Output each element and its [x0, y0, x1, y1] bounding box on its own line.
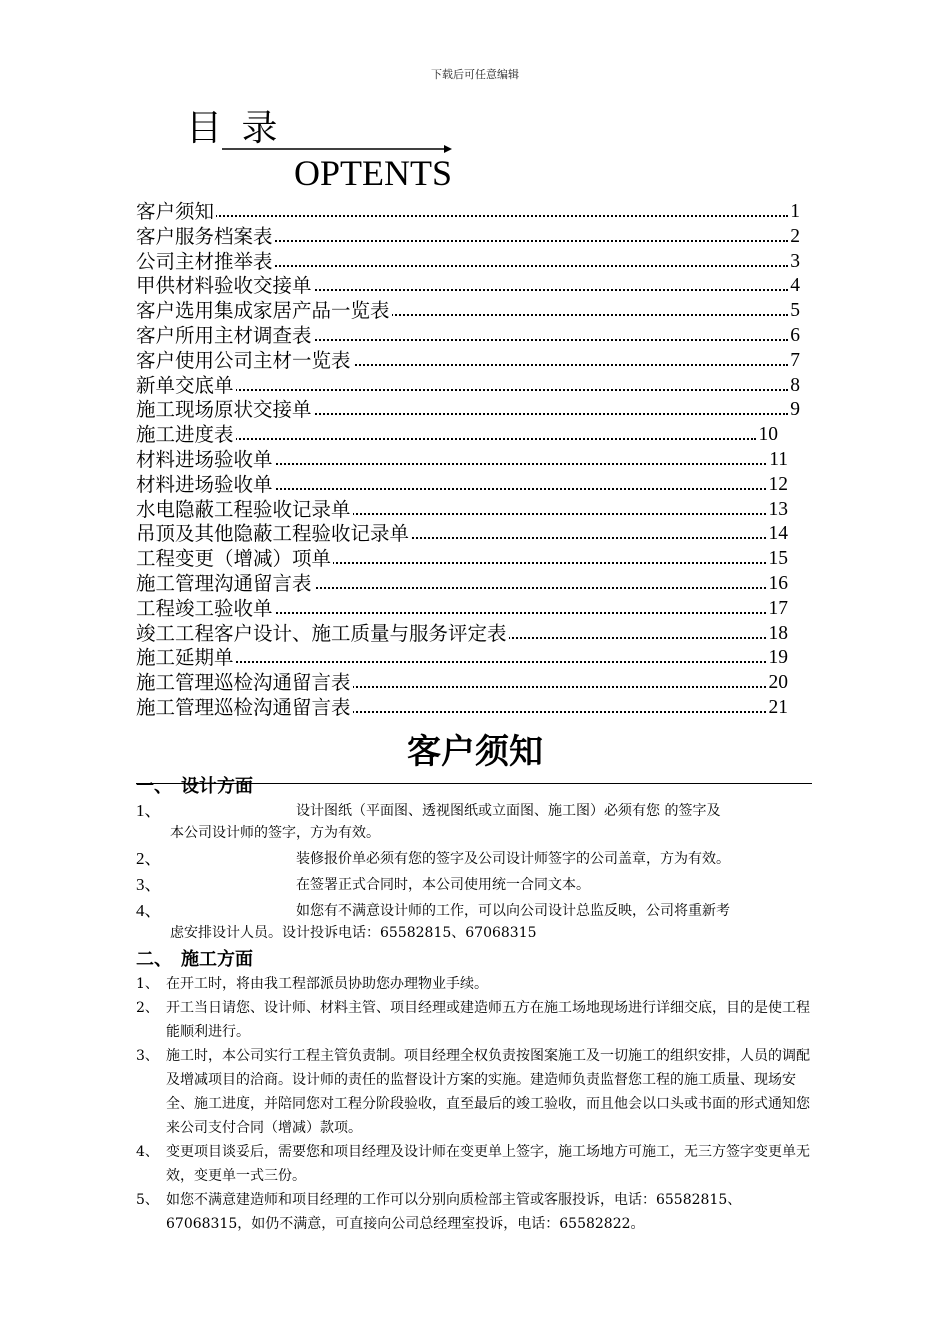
- toc-entry[interactable]: [136, 671, 800, 696]
- item-marker: 2、: [136, 849, 162, 868]
- toc-entry-label: 材料进场验收单: [136, 447, 273, 471]
- notice-title: 客户须知: [407, 732, 543, 772]
- toc-entry-label: 新单交底单: [136, 373, 234, 397]
- item-text: 在签署正式合同时，本公司使用统一合同文本。: [296, 877, 590, 893]
- design-item-3: [136, 874, 816, 896]
- toc-entry[interactable]: [136, 398, 800, 423]
- construction-list: [136, 972, 820, 1236]
- item-text: 开工当日请您、设计师、材料主管、项目经理或建造师五方在施工场地现场进行详细交底，目的是使工程能顺利进行。: [166, 1000, 810, 1040]
- toc-entry[interactable]: [136, 622, 800, 647]
- toc-title: 目 录: [186, 108, 282, 149]
- toc-entry-page: 10: [757, 423, 779, 448]
- toc-entry-page: 5: [788, 299, 800, 324]
- item-marker: 3、: [136, 875, 162, 894]
- item-marker: 2、: [136, 1000, 159, 1016]
- toc-entry-label: 公司主材推举表: [136, 249, 273, 273]
- toc-entry[interactable]: [136, 225, 800, 250]
- toc-entry[interactable]: [136, 547, 800, 572]
- item-marker: 3、: [136, 1048, 159, 1064]
- toc-entry-label: 客户选用集成家居产品一览表: [136, 299, 390, 323]
- toc-entry-page: 3: [788, 250, 800, 275]
- toc-entry-page: 21: [767, 696, 789, 721]
- toc-entry-page: 8: [788, 374, 800, 399]
- toc-entry-label: 工程变更（增减）项单: [136, 547, 332, 571]
- toc-entry-label: 材料进场验收单: [136, 472, 273, 496]
- toc-entry[interactable]: [136, 646, 800, 671]
- list-item: [136, 1140, 820, 1188]
- toc-entry[interactable]: [136, 696, 800, 721]
- toc-entry[interactable]: [136, 324, 800, 349]
- toc-entry-label: 施工管理沟通留言表: [136, 571, 312, 595]
- item-marker: 4、: [136, 901, 162, 920]
- toc-entry[interactable]: [136, 374, 800, 399]
- toc-entry-page: 4: [788, 274, 800, 299]
- toc-entry-page: 7: [788, 349, 800, 374]
- item-text: 施工时，本公司实行工程主管负责制。项目经理全权负责按图案施工及一切施工的组织安排，人员的调配及增减项目的洽商。设计师的责任的监督设计方案的实施。建造师负责监督您工程的施工质量、现场安全、施工进度，并陪同您对工程分阶段验收，直至最后的竣工验收，而且他会以口头或书面的形式通知您来公司支付合同（增减）款项。: [166, 1048, 810, 1136]
- toc-entry-label: 施工延期单: [136, 646, 234, 670]
- toc-entry-page: 14: [767, 522, 789, 547]
- design-item-1: [136, 800, 816, 844]
- list-item: [136, 1044, 820, 1140]
- toc-entry-label: 竣工工程客户设计、施工质量与服务评定表: [136, 621, 507, 645]
- toc-entry-label: 施工管理巡检沟通留言表: [136, 671, 351, 695]
- item-marker: 4、: [136, 1144, 159, 1160]
- toc-entry-page: 13: [767, 498, 789, 523]
- item-text-cont: 虑安排设计人员。设计投诉电话：65582815、67068315: [170, 925, 537, 941]
- toc-entry-label: 工程竣工验收单: [136, 596, 273, 620]
- toc-entry-page: 2: [788, 225, 800, 250]
- item-text: 设计图纸（平面图、透视图纸或立面图、施工图）必须有您 的签字及: [296, 803, 721, 819]
- toc-subtitle: OPTENTS: [294, 153, 453, 193]
- section-divider: [136, 783, 812, 784]
- toc-entry[interactable]: [136, 597, 800, 622]
- toc-entry[interactable]: [136, 299, 800, 324]
- design-item-2: [136, 848, 816, 870]
- toc-entry[interactable]: [136, 349, 800, 374]
- toc-entry-page: 12: [767, 473, 789, 498]
- item-text: 如您有不满意设计师的工作，可以向公司设计总监反映，公司将重新考: [296, 903, 730, 919]
- toc-entry[interactable]: [136, 423, 800, 448]
- toc-entry-page: 9: [788, 398, 800, 423]
- list-item: [136, 972, 820, 996]
- toc-entry-label: 施工现场原状交接单: [136, 398, 312, 422]
- toc-entry-label: 客户须知: [136, 200, 215, 223]
- toc-entry-label: 客户所用主材调查表: [136, 323, 312, 347]
- toc-leader-dots: [136, 215, 788, 217]
- toc-entry-label: 施工进度表: [136, 423, 234, 447]
- item-marker: 1、: [136, 976, 159, 992]
- toc-entry-page: 1: [788, 200, 800, 225]
- item-marker: 5、: [136, 1192, 159, 1208]
- toc-entry-page: 20: [767, 671, 789, 696]
- table-of-contents: [136, 200, 800, 721]
- toc-entry-label: 甲供材料验收交接单: [136, 274, 312, 298]
- toc-entry-page: 11: [767, 448, 788, 473]
- toc-entry-page: 16: [767, 572, 789, 597]
- item-text: 装修报价单必须有您的签字及公司设计师签字的公司盖章，方为有效。: [296, 851, 730, 867]
- header-note: 下载后可任意编辑: [431, 68, 519, 81]
- toc-entry[interactable]: [136, 274, 800, 299]
- item-marker: 1、: [136, 801, 162, 820]
- toc-entry[interactable]: [136, 250, 800, 275]
- toc-entry-page: 19: [767, 646, 789, 671]
- toc-entry-label: 客户使用公司主材一览表: [136, 348, 351, 372]
- toc-entry[interactable]: [136, 473, 800, 498]
- toc-entry[interactable]: [136, 448, 800, 473]
- toc-entry[interactable]: [136, 572, 800, 597]
- item-text: 变更项目谈妥后，需要您和项目经理及设计师在变更单上签字，施工场地方可施工，无三方签字变更单无效，变更单一式三份。: [166, 1144, 810, 1184]
- toc-entry[interactable]: [136, 200, 800, 225]
- toc-entry[interactable]: [136, 498, 800, 523]
- toc-entry-label: 吊顶及其他隐蔽工程验收记录单: [136, 522, 410, 546]
- toc-entry[interactable]: [136, 522, 800, 547]
- toc-entry-label: 施工管理巡检沟通留言表: [136, 695, 351, 719]
- toc-entry-page: 15: [767, 547, 789, 572]
- item-text: 在开工时，将由我工程部派员协助您办理物业手续。: [166, 976, 488, 992]
- list-item: [136, 996, 820, 1044]
- list-item: [136, 1188, 820, 1236]
- design-section-heading: 一、 设计方面: [136, 776, 253, 797]
- toc-entry-label: 水电隐蔽工程验收记录单: [136, 497, 351, 521]
- toc-entry-page: 6: [788, 324, 800, 349]
- toc-entry-label: 客户服务档案表: [136, 224, 273, 248]
- toc-entry-page: 17: [767, 597, 789, 622]
- item-text: 如您不满意建造师和项目经理的工作可以分别向质检部主管或客服投诉，电话：65582815、67068315，如仍不满意，可直接向公司总经理室投诉，电话：65582822。: [166, 1192, 742, 1232]
- toc-entry-page: 18: [767, 622, 789, 647]
- construction-section-heading: 二、 施工方面: [136, 949, 253, 970]
- item-text-cont: 本公司设计师的签字，方为有效。: [170, 825, 380, 841]
- design-item-4: [136, 900, 816, 944]
